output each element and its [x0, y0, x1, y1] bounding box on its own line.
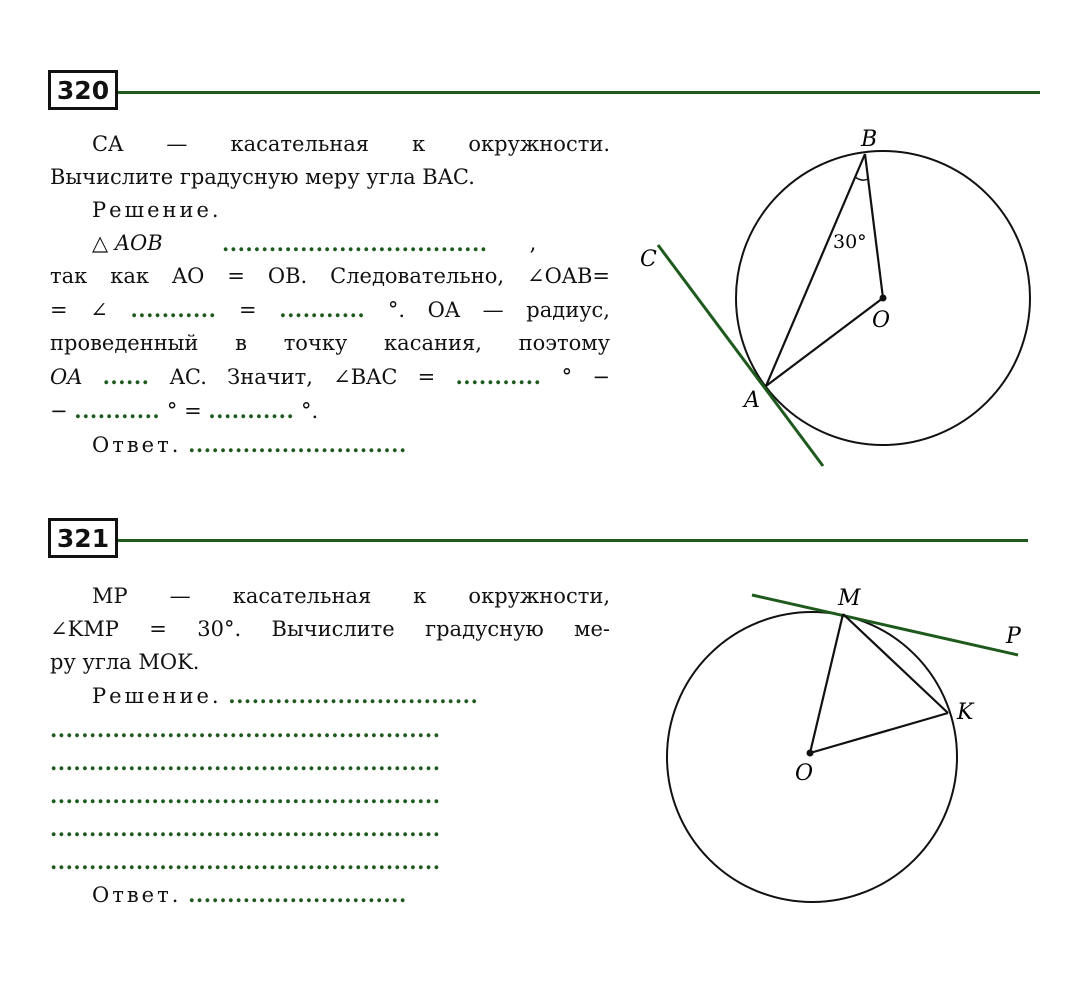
answer-blank[interactable]: ...........: [74, 398, 161, 423]
center-point-o: [807, 750, 814, 757]
statement-line-2: Вычислите градусную меру угла BAC.: [50, 165, 475, 189]
problem-number-321: 321: [48, 518, 118, 558]
solution-line-equal-sides: так как AO = OB. Следовательно, ∠OAB=: [50, 264, 610, 288]
angle-arc-b: [855, 177, 868, 180]
center-point-o: [880, 295, 887, 302]
label-o: O: [872, 308, 891, 333]
solution-line-bac: OA ...... AC. Значит, ∠BAC = ........... ° −: [50, 364, 610, 389]
answer-blank[interactable]: ......: [102, 364, 150, 389]
header-rule-321: [118, 539, 1028, 542]
label-angle-30: 30°: [833, 231, 867, 253]
label-k: K: [957, 700, 974, 725]
solution-blank-row[interactable]: ..................................................: [50, 816, 441, 841]
chord-ab: [766, 154, 865, 386]
statement-line-1: CA — касательная к окружности.: [92, 132, 610, 156]
answer-blank[interactable]: ................................: [228, 683, 479, 708]
solution-line-radius: проведенный в точку касания, поэтому: [50, 331, 610, 355]
solution-line-321: Решение. ................................: [92, 683, 479, 708]
answer-blank[interactable]: ...........: [130, 297, 217, 322]
answer-blank[interactable]: ...........: [208, 398, 295, 423]
answer-blank[interactable]: ..................................: [222, 231, 488, 256]
solution-line-result: − ........... ° = ........... °.: [50, 398, 319, 423]
problem-number-320: 320: [48, 70, 118, 110]
statement-line-3: ру угла MOK.: [50, 650, 200, 674]
answer-blank[interactable]: ............................: [188, 882, 407, 907]
radius-om: [810, 614, 843, 753]
label-a: A: [744, 388, 760, 413]
label-m: M: [838, 586, 861, 611]
radius-oa: [766, 298, 883, 386]
statement-line-2: ∠KMP = 30°. Вычислите градусную ме-: [50, 617, 610, 641]
solution-blank-row[interactable]: ..................................................: [50, 717, 441, 742]
label-o: O: [795, 761, 814, 786]
solution-blank-row[interactable]: ..................................................: [50, 849, 441, 874]
figure-320: [620, 120, 1050, 470]
problem-text-320: [50, 128, 610, 462]
solution-line-angles: = ∠ ........... = ........... °. OA — радиус,: [50, 297, 610, 322]
figure-321: [640, 573, 1060, 913]
answer-blank[interactable]: ............................: [188, 432, 407, 457]
radius-ob: [865, 154, 883, 298]
header-rule-320: [118, 91, 1040, 94]
answer-blank[interactable]: ...........: [279, 297, 366, 322]
label-c: C: [640, 247, 657, 272]
solution-line-triangle: △ AOB .................................. ,: [50, 227, 610, 260]
answer-line-321: Ответ. ............................: [92, 882, 407, 907]
solution-blank-row[interactable]: ..................................................: [50, 783, 441, 808]
answer-line-320: Ответ. ............................: [92, 432, 407, 457]
label-p: P: [1006, 624, 1021, 649]
problem-text-321: [50, 580, 610, 912]
circle-321: [667, 612, 957, 902]
label-b: B: [861, 127, 878, 152]
radius-ok: [810, 713, 948, 753]
statement-line-1: MP — касательная к окружности,: [92, 584, 610, 608]
solution-label: Решение.: [92, 198, 222, 222]
answer-blank[interactable]: ...........: [455, 364, 542, 389]
solution-blank-row[interactable]: ..................................................: [50, 750, 441, 775]
tangent-ca: [658, 245, 823, 466]
tangent-mp: [752, 595, 1018, 655]
